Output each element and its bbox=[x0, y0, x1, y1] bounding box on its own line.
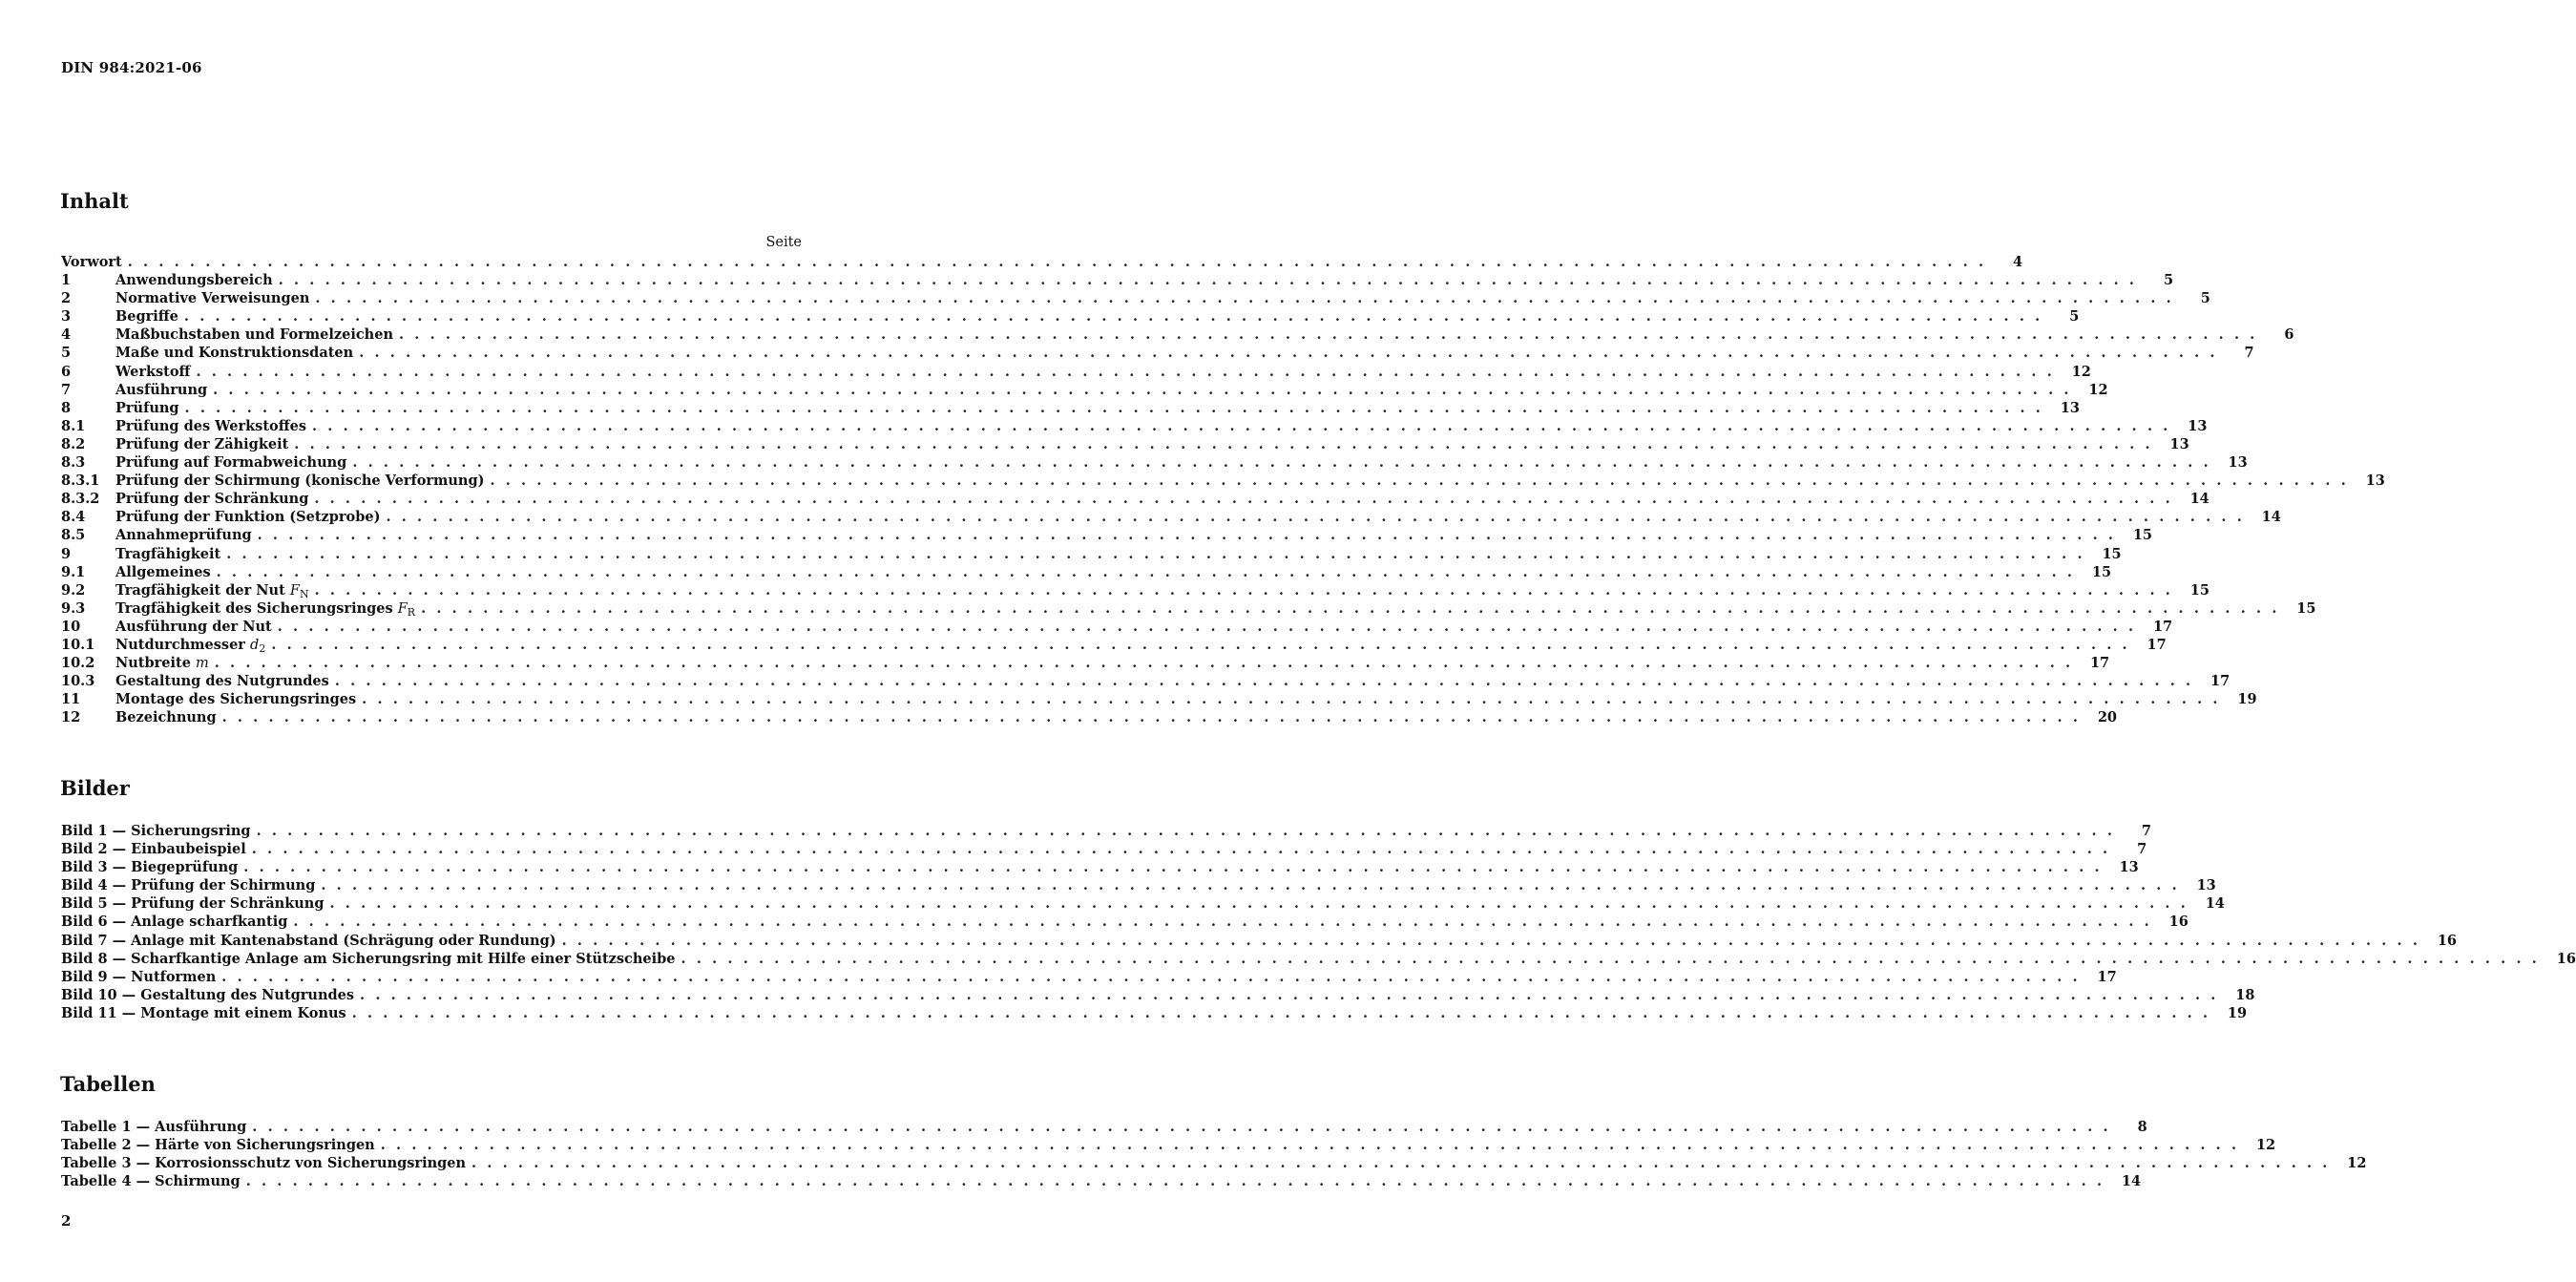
entry-title: Tabelle 3 — Korrosionsschutz von Sicherungsringen bbox=[61, 1155, 467, 1172]
toc-entry[interactable] bbox=[61, 453, 2248, 472]
dot-leader: . . . . . . . . . . . . . . . . . . . . . . . . . . . . . . . . . . . . . . . . . . . . . . . . . . . . . . . . . . . . . . . . . . . . . . . . . . . . . . . . . . . . . . . . . . . . . . . . . . . . . . . . . . . . . . . . . . . . . . . . bbox=[421, 599, 2280, 617]
toc-entry[interactable] bbox=[61, 968, 2117, 986]
toc-entry[interactable] bbox=[61, 545, 2122, 563]
entry-title-text: Anwendungsbereich bbox=[115, 272, 273, 289]
entry-title-text: Prüfung auf Formabweichung bbox=[115, 454, 347, 472]
entry-number: 3 bbox=[61, 308, 72, 326]
entry-title: Bild 1 — Sicherungsring bbox=[61, 823, 251, 839]
toc-entry[interactable] bbox=[61, 840, 2147, 858]
entry-number: 2 bbox=[61, 290, 72, 307]
entry-title-text: Annahmeprüfung bbox=[115, 527, 252, 544]
dot-leader: . . . . . . . . . . . . . . . . . . . . . . . . . . . . . . . . . . . . . . . . . . . . . . . . . . . . . . . . . . . . . . . . . . . . . . . . . . . . . . . . . . . . . . . . . . . . . . . . . . . . . . . . . . . . . . . . . . . . . . . . bbox=[490, 473, 2349, 490]
entry-page: 13 bbox=[2060, 399, 2080, 416]
dot-leader: . . . . . . . . . . . . . . . . . . . . . . . . . . . . . . . . . . . . . . . . . . . . . . . . . . . . . . . . . . . . . . . . . . . . . . . . . . . . . . . . . . . . . . . . . . . . . . . . . . . . . . . . . . . . . . . . . . . . . . . . bbox=[252, 1119, 2111, 1135]
dot-leader: . . . . . . . . . . . . . . . . . . . . . . . . . . . . . . . . . . . . . . . . . . . . . . . . . . . . . . . . . . . . . . . . . . . . . . . . . . . . . . . . . . . . . . . . . . . . . . . . . . . . . . . . . . . . . . . . . . . . . . . . bbox=[256, 823, 2115, 839]
toc-entry[interactable] bbox=[61, 950, 2576, 968]
entry-title bbox=[115, 381, 213, 399]
dot-leader: . . . . . . . . . . . . . . . . . . . . . . . . . . . . . . . . . . . . . . . . . . . . . . . . . . . . . . . . . . . . . . . . . . . . . . . . . . . . . . . . . . . . . . . . . . . . . . . . . . . . . . . . . . . . . . . . . . . . . . . . bbox=[561, 932, 2421, 949]
entry-title-text: Tragfähigkeit des Sicherungsringes bbox=[115, 599, 393, 617]
entry-page: 12 bbox=[2088, 381, 2108, 398]
dot-leader: . . . . . . . . . . . . . . . . . . . . . . . . . . . . . . . . . . . . . . . . . . . . . . . . . . . . . . . . . . . . . . . . . . . . . . . . . . . . . . . . . . . . . . . . . . . . . . . . . . . . . . . . . . . . . . . . . . . . . . . . bbox=[226, 545, 2085, 562]
entry-page: 13 bbox=[2119, 859, 2139, 876]
entry-title bbox=[115, 708, 222, 726]
entry-title-text: Montage des Sicherungsringes bbox=[115, 691, 357, 708]
entry-title: Bild 3 — Biegeprüfung bbox=[61, 859, 239, 876]
entry-page: 17 bbox=[2147, 636, 2167, 653]
toc-entry[interactable] bbox=[61, 381, 2108, 399]
entry-page: 15 bbox=[2102, 545, 2122, 562]
entry-title-text: Prüfung der Funktion (Setzprobe) bbox=[115, 509, 381, 526]
dot-leader: . . . . . . . . . . . . . . . . . . . . . . . . . . . . . . . . . . . . . . . . . . . . . . . . . . . . . . . . . . . . . . . . . . . . . . . . . . . . . . . . . . . . . . . . . . . . . . . . . . . . . . . . . . . . . . . . . . . . . . . . bbox=[360, 986, 2219, 1003]
entry-title: Bild 9 — Nutformen bbox=[61, 968, 217, 985]
contents-list bbox=[61, 253, 2385, 726]
dot-leader: . . . . . . . . . . . . . . . . . . . . . . . . . . . . . . . . . . . . . . . . . . . . . . . . . . . . . . . . . . . . . . . . . . . . . . . . . . . . . . . . . . . . . . . . . . . . . . . . . . . . . . . . . . . . . . . . . . . . . . . . bbox=[362, 691, 2221, 708]
dot-leader: . . . . . . . . . . . . . . . . . . . . . . . . . . . . . . . . . . . . . . . . . . . . . . . . . . . . . . . . . . . . . . . . . . . . . . . . . . . . . . . . . . . . . . . . . . . . . . . . . . . . . . . . . . . . . . . . . . . . . . . . bbox=[352, 454, 2211, 472]
entry-page: 14 bbox=[2205, 895, 2225, 913]
entry-title-text: Prüfung bbox=[115, 399, 179, 416]
toc-entry[interactable] bbox=[61, 326, 2294, 344]
entry-title-text: Prüfung des Werkstoffes bbox=[115, 417, 307, 434]
entry-number: 8.2 bbox=[61, 435, 86, 452]
entry-title-text: Bezeichnung bbox=[115, 709, 217, 726]
toc-entry[interactable] bbox=[61, 636, 2167, 655]
entry-page: 17 bbox=[2089, 655, 2110, 672]
entry-page: 17 bbox=[2097, 968, 2117, 985]
entry-title bbox=[115, 453, 352, 472]
entry-page: 4 bbox=[2013, 254, 2023, 270]
entry-number: 11 bbox=[61, 691, 81, 708]
toc-entry[interactable] bbox=[61, 526, 2153, 544]
formula-subscript: 2 bbox=[259, 641, 266, 655]
formula-subscript: R bbox=[407, 605, 416, 619]
entry-title bbox=[115, 654, 215, 673]
toc-entry[interactable] bbox=[61, 876, 2216, 894]
entry-title-text: Ausführung der Nut bbox=[115, 618, 272, 635]
entry-title-text: Maßbuchstaben und Formelzeichen bbox=[115, 326, 393, 344]
toc-entry[interactable] bbox=[61, 508, 2281, 526]
toc-entry[interactable] bbox=[61, 472, 2385, 490]
entry-title: Bild 4 — Prüfung der Schirmung bbox=[61, 877, 316, 894]
page-column-label: Seite bbox=[765, 235, 802, 250]
entry-number: 10.2 bbox=[61, 655, 95, 672]
entry-page: 5 bbox=[2200, 290, 2210, 307]
entry-title: Tabelle 2 — Härte von Sicherungsringen bbox=[61, 1137, 375, 1154]
entry-number: 8.3.1 bbox=[61, 473, 100, 490]
entry-title bbox=[115, 563, 217, 581]
dot-leader: . . . . . . . . . . . . . . . . . . . . . . . . . . . . . . . . . . . . . . . . . . . . . . . . . . . . . . . . . . . . . . . . . . . . . . . . . . . . . . . . . . . . . . . . . . . . . . . . . . . . . . . . . . . . . . . . . . . . . . . . bbox=[271, 636, 2130, 653]
entry-title bbox=[115, 618, 278, 636]
entry-title: Bild 2 — Einbaubeispiel bbox=[61, 841, 246, 858]
entry-number: 9.1 bbox=[61, 563, 86, 580]
toc-entry[interactable] bbox=[61, 490, 2209, 508]
entry-number: 12 bbox=[61, 709, 81, 726]
entry-number: 9.2 bbox=[61, 581, 86, 599]
formula-symbol: $d_2$ bbox=[250, 637, 266, 655]
toc-entry[interactable] bbox=[61, 822, 2151, 840]
formula-symbol: $F_N$ bbox=[289, 582, 309, 600]
formula-subscript: N bbox=[299, 587, 309, 600]
formula-symbol: m bbox=[196, 656, 209, 672]
entry-number: 8.4 bbox=[61, 509, 86, 526]
entry-title-text: Tragfähigkeit der Nut bbox=[115, 581, 285, 599]
toc-entry[interactable] bbox=[61, 708, 2117, 726]
entry-title bbox=[115, 690, 362, 708]
entry-title bbox=[115, 526, 258, 544]
entry-title-text: Prüfung der Zähigkeit bbox=[115, 435, 289, 452]
figures-list bbox=[61, 822, 2576, 1022]
entry-title bbox=[115, 307, 184, 326]
entry-page: 15 bbox=[2132, 527, 2153, 544]
page-number: 2 bbox=[61, 1212, 72, 1229]
toc-entry[interactable] bbox=[61, 271, 2174, 289]
entry-page: 14 bbox=[2189, 491, 2209, 508]
toc-entry[interactable] bbox=[61, 690, 2257, 708]
dot-leader: . . . . . . . . . . . . . . . . . . . . . . . . . . . . . . . . . . . . . . . . . . . . . . . . . . . . . . . . . . . . . . . . . . . . . . . . . . . . . . . . . . . . . . . . . . . . . . . . . . . . . . . . . . . . . . . . . . . . . . . . bbox=[399, 326, 2258, 344]
toc-entry[interactable] bbox=[61, 599, 2316, 619]
dot-leader: . . . . . . . . . . . . . . . . . . . . . . . . . . . . . . . . . . . . . . . . . . . . . . . . . . . . . . . . . . . . . . . . . . . . . . . . . . . . . . . . . . . . . . . . . . . . . . . . . . . . . . . . . . . . . . . . . . . . . . . . bbox=[386, 509, 2245, 526]
entry-page: 14 bbox=[2261, 509, 2281, 526]
entry-number: 4 bbox=[61, 326, 72, 344]
dot-leader: . . . . . . . . . . . . . . . . . . . . . . . . . . . . . . . . . . . . . . . . . . . . . . . . . . . . . . . . . . . . . . . . . . . . . . . . . . . . . . . . . . . . . . . . . . . . . . . . . . . . . . . . . . . . . . . . . . . . . . . . bbox=[213, 381, 2072, 398]
figures-heading: Bilder bbox=[60, 776, 130, 800]
dot-leader: . . . . . . . . . . . . . . . . . . . . . . . . . . . . . . . . . . . . . . . . . . . . . . . . . . . . . . . . . . . . . . . . . . . . . . . . . . . . . . . . . . . . . . . . . . . . . . . . . . . . . . . . . . . . . . . . . . . . . . . . bbox=[257, 527, 2117, 544]
entry-title-text: Nutbreite bbox=[115, 655, 191, 672]
tables-heading: Tabellen bbox=[60, 1072, 156, 1096]
entry-page: 19 bbox=[2227, 1004, 2248, 1021]
entry-title bbox=[115, 472, 490, 490]
entry-title bbox=[115, 636, 271, 655]
toc-entry[interactable] bbox=[61, 417, 2208, 435]
toc-entry[interactable] bbox=[61, 913, 2189, 931]
entry-page: 8 bbox=[2137, 1119, 2147, 1135]
entry-title-text: Maße und Konstruktionsdaten bbox=[115, 345, 354, 362]
dot-leader: . . . . . . . . . . . . . . . . . . . . . . . . . . . . . . . . . . . . . . . . . . . . . . . . . . . . . . . . . . . . . . . . . . . . . . . . . . . . . . . . . . . . . . . . . . . . . . . . . . . . . . . . . . . . . . . . . . . . . . . . bbox=[127, 254, 1987, 270]
entry-page: 15 bbox=[2189, 581, 2209, 599]
entry-title: Bild 7 — Anlage mit Kantenabstand (Schrägung oder Rundung) bbox=[61, 932, 556, 949]
entry-title-text: Begriffe bbox=[115, 308, 178, 326]
entry-number: 10.3 bbox=[61, 673, 95, 690]
dot-leader: . . . . . . . . . . . . . . . . . . . . . . . . . . . . . . . . . . . . . . . . . . . . . . . . . . . . . . . . . . . . . . . . . . . . . . . . . . . . . . . . . . . . . . . . . . . . . . . . . . . . . . . . . . . . . . . . . . . . . . . . bbox=[321, 877, 2180, 894]
entry-title bbox=[115, 363, 196, 381]
entry-number: 9 bbox=[61, 545, 72, 562]
entry-title-text: Nutdurchmesser bbox=[115, 636, 245, 653]
dot-leader: . . . . . . . . . . . . . . . . . . . . . . . . . . . . . . . . . . . . . . . . . . . . . . . . . . . . . . . . . . . . . . . . . . . . . . . . . . . . . . . . . . . . . . . . . . . . . . . . . . . . . . . . . . . . . . . . . . . . . . . . bbox=[196, 363, 2055, 380]
entry-page: 13 bbox=[2188, 417, 2208, 434]
entry-page: 5 bbox=[2069, 308, 2080, 326]
dot-leader: . . . . . . . . . . . . . . . . . . . . . . . . . . . . . . . . . . . . . . . . . . . . . . . . . . . . . . . . . . . . . . . . . . . . . . . . . . . . . . . . . . . . . . . . . . . . . . . . . . . . . . . . . . . . . . . . . . . . . . . . bbox=[221, 709, 2081, 726]
entry-title bbox=[115, 581, 315, 600]
entry-page: 16 bbox=[2168, 914, 2189, 931]
toc-entry[interactable] bbox=[61, 289, 2210, 307]
document-id: DIN 984:2021-06 bbox=[61, 59, 202, 76]
dot-leader: . . . . . . . . . . . . . . . . . . . . . . . . . . . . . . . . . . . . . . . . . . . . . . . . . . . . . . . . . . . . . . . . . . . . . . . . . . . . . . . . . . . . . . . . . . . . . . . . . . . . . . . . . . . . . . . . . . . . . . . . bbox=[184, 399, 2043, 416]
entry-page: 17 bbox=[2152, 618, 2173, 635]
dot-leader: . . . . . . . . . . . . . . . . . . . . . . . . . . . . . . . . . . . . . . . . . . . . . . . . . . . . . . . . . . . . . . . . . . . . . . . . . . . . . . . . . . . . . . . . . . . . . . . . . . . . . . . . . . . . . . . . . . . . . . . . bbox=[471, 1155, 2331, 1172]
toc-entry[interactable] bbox=[61, 618, 2173, 636]
toc-entry[interactable] bbox=[61, 858, 2139, 876]
entry-title-text: Prüfung der Schirmung (konische Verformung) bbox=[115, 473, 485, 490]
entry-page: 13 bbox=[2169, 435, 2189, 452]
entry-page: 13 bbox=[2365, 473, 2385, 490]
entry-number: 8.5 bbox=[61, 527, 86, 544]
dot-leader: . . . . . . . . . . . . . . . . . . . . . . . . . . . . . . . . . . . . . . . . . . . . . . . . . . . . . . . . . . . . . . . . . . . . . . . . . . . . . . . . . . . . . . . . . . . . . . . . . . . . . . . . . . . . . . . . . . . . . . . . bbox=[681, 950, 2540, 967]
entry-title-text: Allgemeines bbox=[115, 563, 211, 580]
entry-title bbox=[115, 435, 294, 453]
dot-leader: . . . . . . . . . . . . . . . . . . . . . . . . . . . . . . . . . . . . . . . . . . . . . . . . . . . . . . . . . . . . . . . . . . . . . . . . . . . . . . . . . . . . . . . . . . . . . . . . . . . . . . . . . . . . . . . . . . . . . . . . bbox=[245, 1173, 2105, 1190]
dot-leader: . . . . . . . . . . . . . . . . . . . . . . . . . . . . . . . . . . . . . . . . . . . . . . . . . . . . . . . . . . . . . . . . . . . . . . . . . . . . . . . . . . . . . . . . . . . . . . . . . . . . . . . . . . . . . . . . . . . . . . . . bbox=[216, 563, 2076, 580]
entry-title bbox=[115, 399, 185, 417]
toc-entry[interactable] bbox=[61, 1136, 2276, 1154]
dot-leader: . . . . . . . . . . . . . . . . . . . . . . . . . . . . . . . . . . . . . . . . . . . . . . . . . . . . . . . . . . . . . . . . . . . . . . . . . . . . . . . . . . . . . . . . . . . . . . . . . . . . . . . . . . . . . . . . . . . . . . . . bbox=[251, 841, 2111, 858]
toc-entry[interactable] bbox=[61, 1172, 2142, 1190]
dot-leader: . . . . . . . . . . . . . . . . . . . . . . . . . . . . . . . . . . . . . . . . . . . . . . . . . . . . . . . . . . . . . . . . . . . . . . . . . . . . . . . . . . . . . . . . . . . . . . . . . . . . . . . . . . . . . . . . . . . . . . . . bbox=[183, 308, 2043, 326]
entry-number: 6 bbox=[61, 363, 72, 380]
entry-page: 12 bbox=[2347, 1155, 2367, 1172]
entry-title bbox=[115, 271, 279, 289]
dot-leader: . . . . . . . . . . . . . . . . . . . . . . . . . . . . . . . . . . . . . . . . . . . . . . . . . . . . . . . . . . . . . . . . . . . . . . . . . . . . . . . . . . . . . . . . . . . . . . . . . . . . . . . . . . . . . . . . . . . . . . . . bbox=[359, 345, 2218, 362]
entry-page: 13 bbox=[2196, 877, 2216, 894]
formula-symbol: $F_R$ bbox=[397, 600, 416, 619]
entry-title: Bild 11 — Montage mit einem Konus bbox=[61, 1004, 346, 1021]
entry-number: 5 bbox=[61, 345, 72, 362]
toc-entry[interactable] bbox=[61, 344, 2254, 362]
toc-entry[interactable] bbox=[61, 435, 2189, 453]
dot-leader: . . . . . . . . . . . . . . . . . . . . . . . . . . . . . . . . . . . . . . . . . . . . . . . . . . . . . . . . . . . . . . . . . . . . . . . . . . . . . . . . . . . . . . . . . . . . . . . . . . . . . . . . . . . . . . . . . . . . . . . . bbox=[334, 673, 2194, 690]
entry-number: 8.3.2 bbox=[61, 491, 100, 508]
entry-title: Bild 8 — Scharfkantige Anlage am Sicherungsring mit Hilfe einer Stützscheibe bbox=[61, 950, 676, 967]
entry-title bbox=[115, 326, 399, 344]
entry-title-text: Werkstoff bbox=[115, 363, 191, 380]
toc-entry[interactable] bbox=[61, 894, 2225, 913]
entry-page: 16 bbox=[2556, 950, 2576, 967]
entry-title bbox=[115, 417, 312, 435]
entry-page: 15 bbox=[2296, 599, 2316, 617]
entry-number: 1 bbox=[61, 272, 72, 289]
entry-page: 13 bbox=[2228, 454, 2248, 472]
entry-number: 10.1 bbox=[61, 636, 95, 653]
entry-number: 10 bbox=[61, 618, 81, 635]
entry-page: 5 bbox=[2164, 272, 2174, 289]
entry-page: 12 bbox=[2255, 1137, 2276, 1154]
dot-leader: . . . . . . . . . . . . . . . . . . . . . . . . . . . . . . . . . . . . . . . . . . . . . . . . . . . . . . . . . . . . . . . . . . . . . . . . . . . . . . . . . . . . . . . . . . . . . . . . . . . . . . . . . . . . . . . . . . . . . . . . bbox=[214, 655, 2074, 672]
entry-title-text: Ausführung bbox=[115, 381, 208, 398]
entry-page: 7 bbox=[2244, 345, 2254, 362]
dot-leader: . . . . . . . . . . . . . . . . . . . . . . . . . . . . . . . . . . . . . . . . . . . . . . . . . . . . . . . . . . . . . . . . . . . . . . . . . . . . . . . . . . . . . . . . . . . . . . . . . . . . . . . . . . . . . . . . . . . . . . . . bbox=[329, 895, 2189, 913]
entry-page: 12 bbox=[2071, 363, 2091, 380]
dot-leader: . . . . . . . . . . . . . . . . . . . . . . . . . . . . . . . . . . . . . . . . . . . . . . . . . . . . . . . . . . . . . . . . . . . . . . . . . . . . . . . . . . . . . . . . . . . . . . . . . . . . . . . . . . . . . . . . . . . . . . . . bbox=[312, 417, 2171, 434]
entry-title bbox=[115, 672, 335, 690]
entry-title: Tabelle 4 — Schirmung bbox=[61, 1173, 241, 1190]
entry-title bbox=[115, 599, 421, 619]
entry-page: 7 bbox=[2137, 841, 2147, 858]
entry-number: 8.1 bbox=[61, 417, 86, 434]
entry-page: 19 bbox=[2237, 691, 2257, 708]
entry-title bbox=[115, 490, 314, 508]
toc-entry[interactable] bbox=[61, 1154, 2367, 1172]
dot-leader: . . . . . . . . . . . . . . . . . . . . . . . . . . . . . . . . . . . . . . . . . . . . . . . . . . . . . . . . . . . . . . . . . . . . . . . . . . . . . . . . . . . . . . . . . . . . . . . . . . . . . . . . . . . . . . . . . . . . . . . . bbox=[277, 618, 2137, 635]
toc-entry[interactable] bbox=[61, 986, 2255, 1004]
dot-leader: . . . . . . . . . . . . . . . . . . . . . . . . . . . . . . . . . . . . . . . . . . . . . . . . . . . . . . . . . . . . . . . . . . . . . . . . . . . . . . . . . . . . . . . . . . . . . . . . . . . . . . . . . . . . . . . . . . . . . . . . bbox=[243, 859, 2103, 876]
toc-entry[interactable] bbox=[61, 581, 2209, 600]
entry-title bbox=[115, 289, 315, 307]
entry-title-text: Prüfung der Schränkung bbox=[115, 491, 309, 508]
entry-number: 8.3 bbox=[61, 454, 86, 472]
entry-page: 15 bbox=[2091, 563, 2112, 580]
dot-leader: . . . . . . . . . . . . . . . . . . . . . . . . . . . . . . . . . . . . . . . . . . . . . . . . . . . . . . . . . . . . . . . . . . . . . . . . . . . . . . . . . . . . . . . . . . . . . . . . . . . . . . . . . . . . . . . . . . . . . . . . bbox=[293, 914, 2152, 931]
entry-title: Tabelle 1 — Ausführung bbox=[61, 1119, 247, 1135]
entry-title bbox=[115, 545, 226, 563]
toc-entry[interactable] bbox=[61, 1004, 2248, 1022]
toc-entry[interactable] bbox=[61, 654, 2110, 672]
entry-title: Bild 5 — Prüfung der Schränkung bbox=[61, 895, 325, 913]
tables-list bbox=[61, 1118, 2367, 1190]
dot-leader: . . . . . . . . . . . . . . . . . . . . . . . . . . . . . . . . . . . . . . . . . . . . . . . . . . . . . . . . . . . . . . . . . . . . . . . . . . . . . . . . . . . . . . . . . . . . . . . . . . . . . . . . . . . . . . . . . . . . . . . . bbox=[314, 581, 2173, 599]
entry-page: 14 bbox=[2121, 1173, 2142, 1190]
entry-page: 17 bbox=[2210, 673, 2230, 690]
toc-entry[interactable] bbox=[61, 1118, 2147, 1136]
dot-leader: . . . . . . . . . . . . . . . . . . . . . . . . . . . . . . . . . . . . . . . . . . . . . . . . . . . . . . . . . . . . . . . . . . . . . . . . . . . . . . . . . . . . . . . . . . . . . . . . . . . . . . . . . . . . . . . . . . . . . . . . bbox=[278, 272, 2138, 289]
dot-leader: . . . . . . . . . . . . . . . . . . . . . . . . . . . . . . . . . . . . . . . . . . . . . . . . . . . . . . . . . . . . . . . . . . . . . . . . . . . . . . . . . . . . . . . . . . . . . . . . . . . . . . . . . . . . . . . . . . . . . . . . bbox=[221, 968, 2081, 985]
dot-leader: . . . . . . . . . . . . . . . . . . . . . . . . . . . . . . . . . . . . . . . . . . . . . . . . . . . . . . . . . . . . . . . . . . . . . . . . . . . . . . . . . . . . . . . . . . . . . . . . . . . . . . . . . . . . . . . . . . . . . . . . bbox=[294, 435, 2153, 452]
dot-leader: . . . . . . . . . . . . . . . . . . . . . . . . . . . . . . . . . . . . . . . . . . . . . . . . . . . . . . . . . . . . . . . . . . . . . . . . . . . . . . . . . . . . . . . . . . . . . . . . . . . . . . . . . . . . . . . . . . . . . . . . bbox=[351, 1004, 2211, 1021]
entry-page: 20 bbox=[2097, 709, 2117, 726]
entry-title: Bild 10 — Gestaltung des Nutgrundes bbox=[61, 986, 355, 1003]
contents-heading: Inhalt bbox=[60, 189, 129, 213]
entry-page: 6 bbox=[2284, 326, 2294, 344]
entry-number: 9.3 bbox=[61, 599, 86, 617]
toc-entry[interactable] bbox=[61, 563, 2112, 581]
entry-title: Bild 6 — Anlage scharfkantig bbox=[61, 914, 288, 931]
toc-entry[interactable] bbox=[61, 307, 2080, 326]
dot-leader: . . . . . . . . . . . . . . . . . . . . . . . . . . . . . . . . . . . . . . . . . . . . . . . . . . . . . . . . . . . . . . . . . . . . . . . . . . . . . . . . . . . . . . . . . . . . . . . . . . . . . . . . . . . . . . . . . . . . . . . . bbox=[380, 1137, 2240, 1154]
entry-number: 7 bbox=[61, 381, 72, 398]
entry-title-text: Gestaltung des Nutgrundes bbox=[115, 673, 329, 690]
entry-page: 7 bbox=[2141, 823, 2151, 839]
entry-title: Vorwort bbox=[61, 254, 122, 270]
entry-title bbox=[115, 508, 386, 526]
toc-entry[interactable] bbox=[61, 672, 2230, 690]
entry-title-text: Tragfähigkeit bbox=[115, 545, 221, 562]
toc-entry[interactable] bbox=[61, 253, 2023, 271]
entry-title bbox=[115, 344, 359, 362]
entry-number: 8 bbox=[61, 399, 72, 416]
entry-page: 18 bbox=[2235, 986, 2255, 1003]
toc-entry[interactable] bbox=[61, 932, 2458, 950]
dot-leader: . . . . . . . . . . . . . . . . . . . . . . . . . . . . . . . . . . . . . . . . . . . . . . . . . . . . . . . . . . . . . . . . . . . . . . . . . . . . . . . . . . . . . . . . . . . . . . . . . . . . . . . . . . . . . . . . . . . . . . . . bbox=[314, 491, 2173, 508]
dot-leader: . . . . . . . . . . . . . . . . . . . . . . . . . . . . . . . . . . . . . . . . . . . . . . . . . . . . . . . . . . . . . . . . . . . . . . . . . . . . . . . . . . . . . . . . . . . . . . . . . . . . . . . . . . . . . . . . . . . . . . . . bbox=[315, 290, 2174, 307]
toc-entry[interactable] bbox=[61, 363, 2091, 381]
entry-page: 16 bbox=[2437, 932, 2458, 949]
toc-entry[interactable] bbox=[61, 399, 2080, 417]
entry-title-text: Normative Verweisungen bbox=[115, 290, 310, 307]
